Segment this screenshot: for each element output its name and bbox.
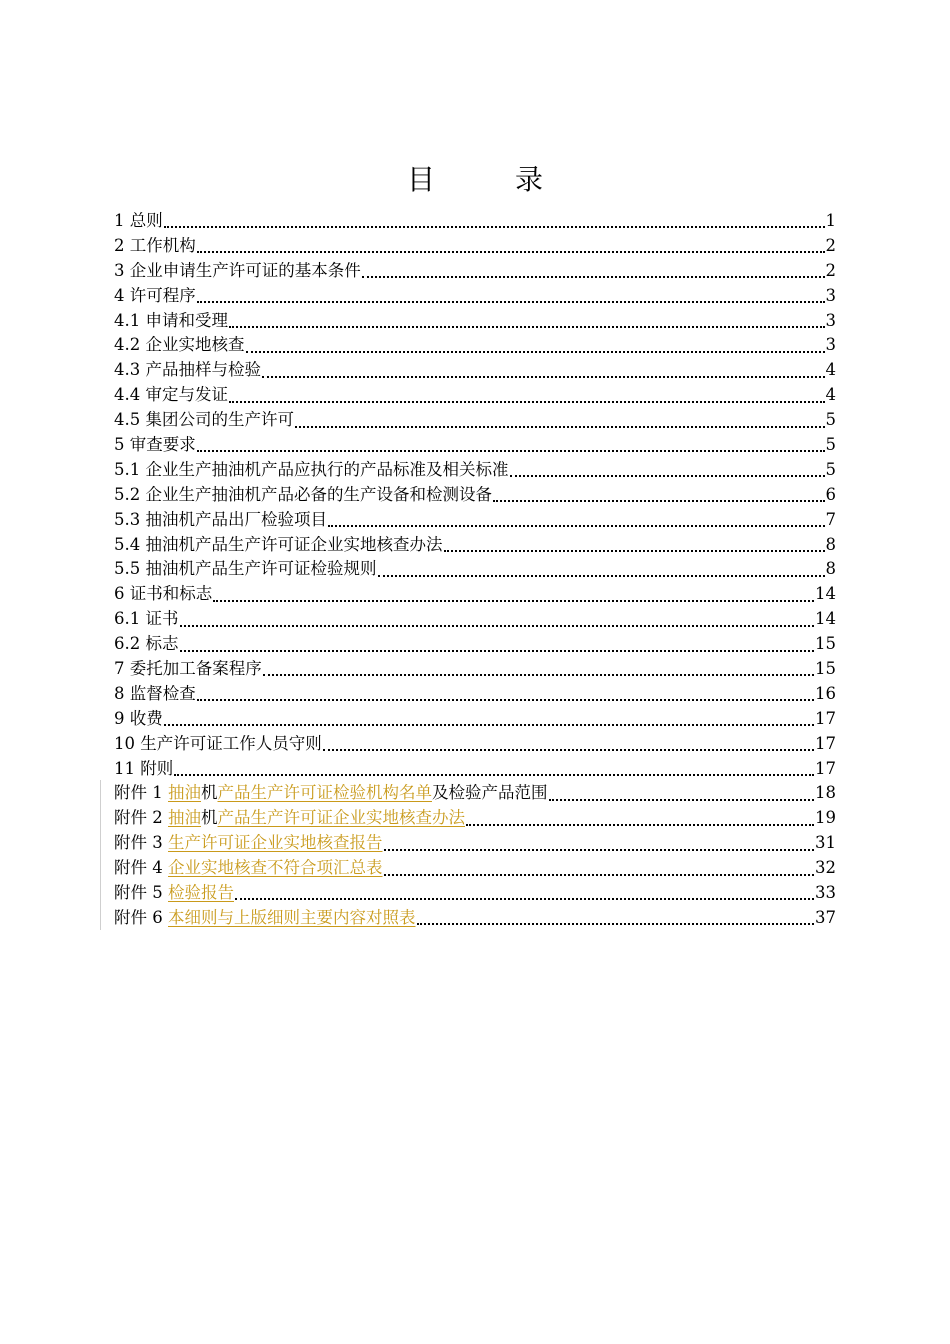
toc-entry-label: 2 工作机构 <box>114 235 196 255</box>
toc-entry-label: 5.3 抽油机产品出厂检验项目 <box>114 509 327 529</box>
dot-leader <box>229 401 825 403</box>
attachment-label <box>114 831 383 856</box>
toc-entry-page: 8 <box>825 534 836 554</box>
attachment-prefix: 附件 3 <box>114 833 168 853</box>
dot-leader <box>180 625 815 627</box>
toc-entry-page: 37 <box>815 907 836 927</box>
toc-entry-page: 2 <box>825 260 836 280</box>
toc-entry-page: 18 <box>815 783 836 803</box>
dot-leader <box>263 674 814 676</box>
toc-entry-label: 8 监督检查 <box>114 683 196 703</box>
toc-entry-page: 31 <box>815 833 836 853</box>
toc-entry-page: 2 <box>825 235 836 255</box>
toc-entry[interactable] <box>114 408 836 433</box>
dot-leader <box>246 351 825 353</box>
toc-entry-label: 11 附则 <box>114 758 174 778</box>
toc-entry[interactable] <box>114 383 836 408</box>
toc-entry-label: 4.2 企业实地核查 <box>114 335 245 355</box>
toc-entry[interactable] <box>114 732 836 757</box>
toc-entry-page: 5 <box>825 459 836 479</box>
toc-entry-page: 15 <box>815 634 836 654</box>
attachment-text: 机 <box>201 808 218 828</box>
dot-leader <box>384 874 815 876</box>
attachment-prefix: 附件 4 <box>114 858 168 878</box>
toc-entry-page: 14 <box>815 609 836 629</box>
dot-leader <box>328 525 825 527</box>
toc-attachment-entry[interactable] <box>114 856 836 881</box>
dot-leader <box>197 251 825 253</box>
toc-entry[interactable] <box>114 234 836 259</box>
toc-entry-label: 4.1 申请和受理 <box>114 310 228 330</box>
toc-entry-page: 17 <box>815 708 836 728</box>
toc-attachment-entry[interactable] <box>114 906 836 931</box>
dot-leader <box>197 450 825 452</box>
toc-entry[interactable] <box>114 582 836 607</box>
toc-entry-label: 5.4 抽油机产品生产许可证企业实地核查办法 <box>114 534 443 554</box>
toc-entry[interactable] <box>114 657 836 682</box>
toc-entry-page: 7 <box>825 509 836 529</box>
toc-entry[interactable] <box>114 259 836 284</box>
toc-entry-page: 5 <box>825 435 836 455</box>
toc-entry-page: 1 <box>825 211 836 230</box>
toc-entry-label: 4.3 产品抽样与检验 <box>114 360 261 380</box>
toc-entry-label: 5.2 企业生产抽油机产品必备的生产设备和检测设备 <box>114 484 492 504</box>
toc-entry-page: 5 <box>825 410 836 430</box>
attachment-link[interactable]: 企业实地核查不符合项汇总表 <box>168 858 383 878</box>
toc-entry-label: 4.5 集团公司的生产许可 <box>114 410 294 430</box>
toc-entry[interactable] <box>114 632 836 657</box>
toc-entry[interactable] <box>114 284 836 309</box>
attachment-text: 及检验产品范围 <box>432 783 548 803</box>
toc-entry[interactable] <box>114 508 836 533</box>
attachment-link[interactable]: 产品生产许可证企业实地核查办法 <box>217 808 465 828</box>
toc-attachment-entry[interactable] <box>114 881 836 906</box>
dot-leader <box>174 774 814 776</box>
toc-entry-page: 17 <box>815 758 836 778</box>
dot-leader <box>213 600 814 602</box>
toc-entry[interactable] <box>114 458 836 483</box>
toc-entry-page: 3 <box>825 285 836 305</box>
toc-entry-page: 6 <box>825 484 836 504</box>
attachment-text: 机 <box>201 783 218 803</box>
dot-leader <box>229 326 825 328</box>
dot-leader <box>262 376 825 378</box>
toc-entry-label: 5.1 企业生产抽油机产品应执行的产品标准及相关标准 <box>114 459 509 479</box>
dot-leader <box>510 475 825 477</box>
dot-leader <box>493 500 825 502</box>
toc-attachment-entry[interactable] <box>114 781 836 806</box>
attachment-link[interactable]: 产品生产许可证检验机构名单 <box>217 783 432 803</box>
toc-entry-label: 5 审查要求 <box>114 435 196 455</box>
dot-leader <box>295 426 825 428</box>
toc-entry[interactable] <box>114 757 836 782</box>
toc-entry-page: 19 <box>815 808 836 828</box>
toc-entry[interactable] <box>114 607 836 632</box>
toc-attachment-entry[interactable] <box>114 806 836 831</box>
dot-leader <box>235 898 814 900</box>
attachment-prefix: 附件 6 <box>114 907 168 927</box>
toc-entry[interactable] <box>114 707 836 732</box>
toc-entry-page: 17 <box>815 733 836 753</box>
toc-entry-page: 3 <box>825 335 836 355</box>
toc-entry-page: 16 <box>815 683 836 703</box>
toc-entry-page: 14 <box>815 584 836 604</box>
toc-entry[interactable] <box>114 682 836 707</box>
attachment-link[interactable]: 本细则与上版细则主要内容对照表 <box>168 907 416 927</box>
toc-entry-page: 8 <box>825 559 836 579</box>
toc-entry[interactable] <box>114 433 836 458</box>
attachment-link[interactable]: 检验报告 <box>168 883 234 903</box>
toc-entry[interactable] <box>114 333 836 358</box>
attachment-prefix: 附件 5 <box>114 883 168 903</box>
toc-entry-label: 10 生产许可证工作人员守则 <box>114 733 322 753</box>
dot-leader <box>417 923 815 925</box>
toc-entry-label: 6.2 标志 <box>114 634 179 654</box>
dot-leader <box>197 301 825 303</box>
attachment-prefix: 附件 2 <box>114 808 168 828</box>
dot-leader <box>378 575 825 577</box>
toc-entry[interactable] <box>114 309 836 334</box>
toc-entry-label: 6 证书和标志 <box>114 584 213 604</box>
toc-entry-page: 32 <box>815 858 836 878</box>
dot-leader <box>444 550 825 552</box>
toc-attachment-entry[interactable] <box>114 831 836 856</box>
dot-leader <box>384 849 815 851</box>
attachment-link[interactable]: 生产许可证企业实地核查报告 <box>168 833 383 853</box>
dot-leader <box>164 226 825 228</box>
toc-title: 目 录 <box>406 163 569 196</box>
dot-leader <box>197 699 814 701</box>
attachment-link[interactable]: 抽油 <box>168 783 201 803</box>
toc-entry-page: 4 <box>825 360 836 380</box>
toc-entry-label: 4.4 审定与发证 <box>114 385 228 405</box>
toc-entry-label: 5.5 抽油机产品生产许可证检验规则 <box>114 559 377 579</box>
toc-entry-label: 7 委托加工备案程序 <box>114 659 262 679</box>
toc-entry-label: 1 总则 <box>114 211 163 230</box>
attachment-link[interactable]: 抽油 <box>168 808 201 828</box>
change-bar <box>100 780 101 930</box>
dot-leader <box>164 724 814 726</box>
dot-leader <box>180 650 815 652</box>
attachment-label <box>114 781 548 806</box>
dot-leader <box>362 276 825 278</box>
toc-entry[interactable] <box>114 557 836 582</box>
attachment-label <box>114 856 383 881</box>
toc-entry-page: 33 <box>815 883 836 903</box>
toc-entry[interactable] <box>114 209 836 234</box>
toc-entry-label: 9 收费 <box>114 708 163 728</box>
attachment-prefix: 附件 1 <box>114 783 168 803</box>
toc-entry[interactable] <box>114 483 836 508</box>
toc-entry[interactable] <box>114 533 836 558</box>
table-of-contents <box>114 209 836 931</box>
dot-leader <box>323 749 814 751</box>
toc-entry-label: 6.1 证书 <box>114 609 179 629</box>
toc-entry-page: 15 <box>815 659 836 679</box>
toc-entry-page: 3 <box>825 310 836 330</box>
attachment-label <box>114 906 416 931</box>
attachment-label <box>114 806 465 831</box>
dot-leader <box>549 799 815 801</box>
toc-entry-page: 4 <box>825 385 836 405</box>
dot-leader <box>466 824 814 826</box>
toc-entry[interactable] <box>114 358 836 383</box>
toc-entry-label: 4 许可程序 <box>114 285 196 305</box>
toc-entry-label: 3 企业申请生产许可证的基本条件 <box>114 260 361 280</box>
attachment-label <box>114 881 234 906</box>
